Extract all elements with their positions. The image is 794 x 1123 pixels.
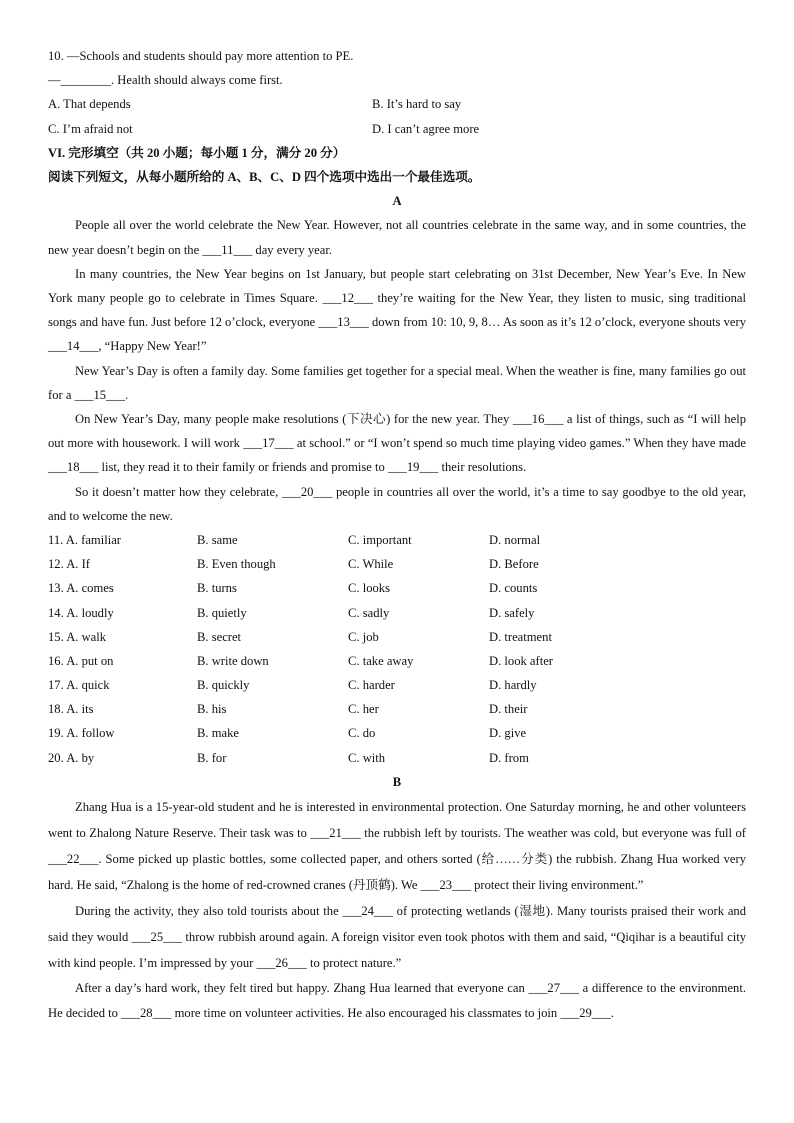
option-17-c: C. harder bbox=[348, 678, 395, 693]
option-18-d: D. their bbox=[489, 702, 528, 717]
option-16-b: B. write down bbox=[197, 653, 269, 668]
option-14-b: B. quietly bbox=[197, 605, 247, 620]
option-19-a: 19. A. follow bbox=[48, 726, 115, 741]
option-14-c: C. sadly bbox=[348, 605, 390, 620]
passage-b-paragraph-3: After a day’s hard work, they felt tired but happy. Zhang Hua learned that everyone can ___27___ a difference to the environment. He decided to ___28___ more time on volunteer activities. He also encouraged his classmates to join ___29___. bbox=[48, 981, 746, 1021]
passage-a-options bbox=[48, 528, 746, 770]
section-instruction: 阅读下列短文，从每小题所给的 A、B、C、D 四个选项中选出一个最佳选项。 bbox=[48, 169, 481, 184]
q10-option-a: A. That depends bbox=[48, 97, 131, 112]
q10-options-row-2 bbox=[48, 117, 746, 141]
option-13-d: D. counts bbox=[489, 581, 538, 596]
option-16-a: 16. A. put on bbox=[48, 653, 114, 668]
option-14-a: 14. A. loudly bbox=[48, 605, 114, 620]
exam-page bbox=[48, 44, 746, 1026]
option-13-b: B. turns bbox=[197, 581, 237, 596]
option-20-c: C. with bbox=[348, 750, 386, 765]
option-18-b: B. his bbox=[197, 702, 227, 717]
option-19-c: C. do bbox=[348, 726, 376, 741]
passage-a-paragraph-2: In many countries, the New Year begins on 1st January, but people start celebrating on 31st December, New Year’s Eve. In New York many people go to celebrate in Times Square. ___12___ they’re waiting for the New Year, they listen to music, sing traditional songs and have fun. Just before 12 o’clock, everyone ___13___ down from 10: 10, 9, 8… As soon as it’s 12 o’clock, everyone shouts very ___14___, “Happy New Year!” bbox=[48, 266, 746, 354]
option-17-b: B. quickly bbox=[197, 678, 250, 693]
passage-a-paragraph-4: On New Year’s Day, many people make resolutions (下决心) for the new year. They ___16___ a list of things, such as “I will help out more with housework. I will work ___17___ at school.” or “I won’t spend so much time playing video games.” When they have made ___18___ list, they read it to their family or friends and promise to ___19___ their resolutions. bbox=[48, 411, 746, 475]
option-15-d: D. treatment bbox=[489, 629, 552, 644]
option-16-d: D. look after bbox=[489, 653, 553, 668]
option-13-a: 13. A. comes bbox=[48, 581, 114, 596]
option-11-a: 11. A. familiar bbox=[48, 532, 121, 547]
option-15-a: 15. A. walk bbox=[48, 629, 107, 644]
option-20-b: B. for bbox=[197, 750, 227, 765]
passage-a-paragraph-1: People all over the world celebrate the New Year. However, not all countries celebrate in the same way, and in some countries, the new year doesn’t begin on the ___11___ day every year. bbox=[48, 218, 746, 257]
option-16-c: C. take away bbox=[348, 653, 414, 668]
option-17-a: 17. A. quick bbox=[48, 678, 110, 693]
q10-option-d: D. I can’t agree more bbox=[372, 121, 480, 136]
option-13-c: C. looks bbox=[348, 581, 390, 596]
option-11-d: D. normal bbox=[489, 532, 541, 547]
q10-option-c: C. I’m afraid not bbox=[48, 121, 133, 136]
passage-b-paragraph-1: Zhang Hua is a 15-year-old student and he is interested in environmental protection. One Saturday morning, he and other volunteers went to Zhalong Nature Reserve. Their task was to ___21___ the rubbish left by tourists. The weather was cold, but everyone was full of ___22___. Some picked up plastic bottles, some collected paper, and others sorted (给……分类) the rubbish. Zhang Hua worked very hard. He said, “Zhalong is the home of red-crowned cranes (丹顶鹤). We ___23___ protect their living environment.” bbox=[48, 800, 746, 893]
passage-b-paragraph-2: During the activity, they also told tourists about the ___24___ of protecting wetlands (湿地). Many tourists praised their work and said they would ___25___ throw rubbish around again. A foreign visitor even took photos with them and said, “Qiqihar is a beautiful city with kind people. I’m impressed by your ___26___ to protect nature.” bbox=[48, 904, 746, 971]
option-12-a: 12. A. If bbox=[48, 557, 90, 572]
q10-option-b: B. It’s hard to say bbox=[372, 97, 462, 112]
q10-reply: —________. Health should always come first. bbox=[48, 73, 283, 88]
option-14-d: D. safely bbox=[489, 605, 535, 620]
passage-b-title: B bbox=[392, 774, 402, 789]
option-18-c: C. her bbox=[348, 702, 379, 717]
option-18-a: 18. A. its bbox=[48, 702, 94, 717]
option-19-b: B. make bbox=[197, 726, 239, 741]
passage-a-paragraph-5: So it doesn’t matter how they celebrate, ___20___ people in countries all over the world, it’s a time to say goodbye to the old year, and to welcome the new. bbox=[48, 484, 746, 523]
section-heading: VI. 完形填空（共 20 小题；每小题 1 分，满分 20 分） bbox=[48, 145, 346, 160]
option-12-d: D. Before bbox=[489, 557, 539, 572]
option-20-d: D. from bbox=[489, 750, 529, 765]
option-15-b: B. secret bbox=[197, 629, 242, 644]
option-12-c: C. While bbox=[348, 557, 394, 572]
passage-a-title: A bbox=[392, 194, 402, 209]
option-11-b: B. same bbox=[197, 532, 238, 547]
option-20-a: 20. A. by bbox=[48, 750, 95, 765]
passage-a-paragraph-3: New Year’s Day is often a family day. Some families get together for a special meal. When the weather is fine, many families go out for a ___15___. bbox=[48, 363, 746, 402]
q10-options-row-1 bbox=[48, 92, 746, 116]
option-19-d: D. give bbox=[489, 726, 527, 741]
q10-stem: 10. —Schools and students should pay more attention to PE. bbox=[48, 49, 354, 63]
option-11-c: C. important bbox=[348, 532, 412, 547]
option-12-b: B. Even though bbox=[197, 557, 276, 572]
option-15-c: C. job bbox=[348, 629, 379, 644]
option-17-d: D. hardly bbox=[489, 678, 537, 693]
